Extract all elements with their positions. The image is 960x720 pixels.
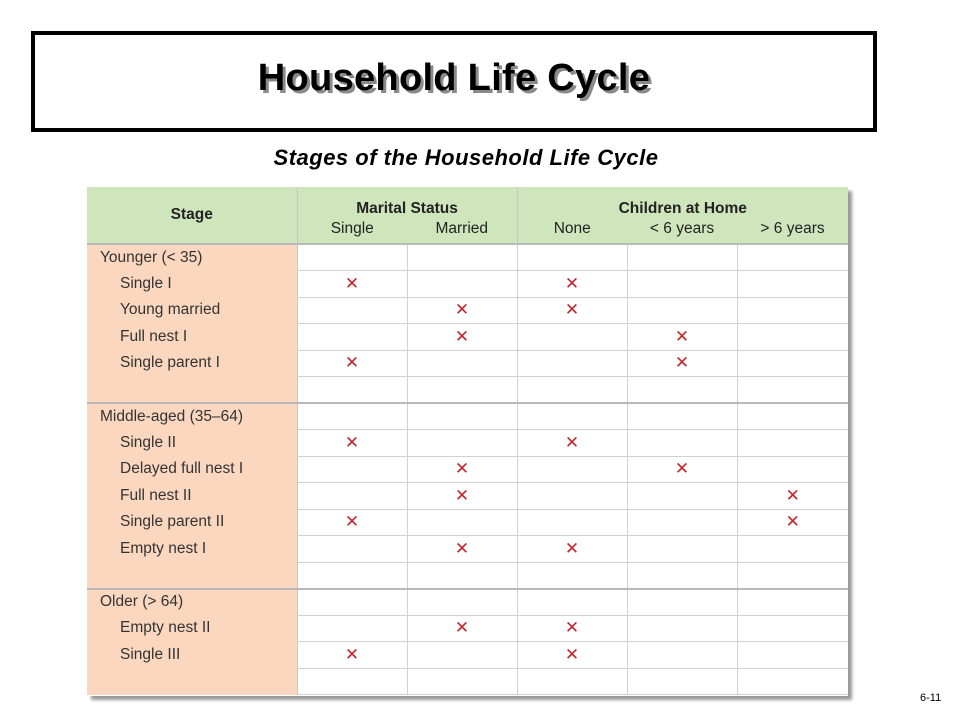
group-row-younger-35 xyxy=(87,244,848,271)
stage-label: Empty nest II xyxy=(87,615,297,642)
table-cell xyxy=(517,403,627,430)
table-cell xyxy=(407,589,517,616)
stage-spacer xyxy=(87,377,297,404)
spacer-row xyxy=(87,562,848,589)
table-cell xyxy=(517,509,627,536)
table-row xyxy=(87,350,848,377)
check-mark-icon: ✕ xyxy=(517,271,627,298)
table-cell xyxy=(407,271,517,298)
check-mark-icon: ✕ xyxy=(297,271,407,298)
group-label: Middle-aged (35–64) xyxy=(87,403,297,430)
table-cell xyxy=(297,589,407,616)
table-cell xyxy=(407,668,517,695)
table-cell xyxy=(407,509,517,536)
table-cell xyxy=(517,668,627,695)
column-header-over-6: > 6 years xyxy=(737,220,848,244)
table-cell xyxy=(517,456,627,483)
table-cell xyxy=(297,615,407,642)
spacer-row xyxy=(87,668,848,695)
check-mark-icon: ✕ xyxy=(517,615,627,642)
table-row xyxy=(87,297,848,324)
table-cell xyxy=(627,589,737,616)
table-body xyxy=(87,244,848,695)
column-header-married: Married xyxy=(407,220,517,244)
table-cell xyxy=(627,562,737,589)
table-cell xyxy=(627,271,737,298)
check-mark-icon: ✕ xyxy=(517,642,627,669)
table-row xyxy=(87,271,848,298)
table-cell xyxy=(737,324,848,351)
table-cell xyxy=(517,562,627,589)
table-cell xyxy=(737,536,848,563)
check-mark-icon: ✕ xyxy=(517,297,627,324)
table-cell xyxy=(297,456,407,483)
table-cell xyxy=(517,350,627,377)
table-cell xyxy=(737,377,848,404)
table-cell xyxy=(737,350,848,377)
table-cell xyxy=(627,377,737,404)
table-cell xyxy=(407,350,517,377)
group-row-older-64 xyxy=(87,589,848,616)
table-cell xyxy=(407,244,517,271)
table-cell xyxy=(517,324,627,351)
title-box xyxy=(31,31,877,132)
table-cell xyxy=(407,642,517,669)
table-cell xyxy=(737,589,848,616)
column-header-under-6: < 6 years xyxy=(627,220,737,244)
stage-label: Empty nest I xyxy=(87,536,297,563)
check-mark-icon: ✕ xyxy=(737,509,848,536)
table-cell xyxy=(517,589,627,616)
check-mark-icon: ✕ xyxy=(407,536,517,563)
table-cell xyxy=(297,324,407,351)
table-cell xyxy=(627,642,737,669)
table-cell xyxy=(297,668,407,695)
table-cell xyxy=(627,483,737,510)
table-cell xyxy=(297,377,407,404)
life-cycle-table xyxy=(87,187,848,695)
check-mark-icon: ✕ xyxy=(517,430,627,457)
column-header-single: Single xyxy=(297,220,407,244)
column-header-none: None xyxy=(517,220,627,244)
check-mark-icon: ✕ xyxy=(407,297,517,324)
table-row xyxy=(87,456,848,483)
table-cell xyxy=(737,297,848,324)
spacer-row xyxy=(87,377,848,404)
check-mark-icon: ✕ xyxy=(407,483,517,510)
table-cell xyxy=(297,536,407,563)
table-cell xyxy=(627,430,737,457)
table-cell xyxy=(737,403,848,430)
stage-spacer xyxy=(87,668,297,695)
table-cell xyxy=(737,562,848,589)
check-mark-icon: ✕ xyxy=(737,483,848,510)
table-cell xyxy=(517,483,627,510)
table-row xyxy=(87,430,848,457)
table-cell xyxy=(627,536,737,563)
stage-label: Full nest II xyxy=(87,483,297,510)
table-cell xyxy=(297,483,407,510)
check-mark-icon: ✕ xyxy=(627,324,737,351)
table-cell xyxy=(297,562,407,589)
life-cycle-table-container xyxy=(87,187,848,696)
stage-spacer xyxy=(87,562,297,589)
table-cell xyxy=(737,615,848,642)
table-cell xyxy=(737,668,848,695)
table-caption: Stages of the Household Life Cycle xyxy=(273,145,659,170)
table-cell xyxy=(407,562,517,589)
table-row xyxy=(87,615,848,642)
table-cell xyxy=(627,509,737,536)
check-mark-icon: ✕ xyxy=(297,350,407,377)
stage-label: Single parent II xyxy=(87,509,297,536)
table-cell xyxy=(737,430,848,457)
table-cell xyxy=(627,244,737,271)
table-cell xyxy=(407,377,517,404)
stage-header: Stage xyxy=(87,187,297,244)
table-cell xyxy=(627,297,737,324)
check-mark-icon: ✕ xyxy=(407,615,517,642)
table-row xyxy=(87,324,848,351)
check-mark-icon: ✕ xyxy=(407,456,517,483)
check-mark-icon: ✕ xyxy=(517,536,627,563)
page-number: 6-11 xyxy=(920,692,942,704)
table-row xyxy=(87,509,848,536)
table-cell xyxy=(737,271,848,298)
check-mark-icon: ✕ xyxy=(297,430,407,457)
group-label: Older (> 64) xyxy=(87,589,297,616)
table-cell xyxy=(297,244,407,271)
stage-label: Single II xyxy=(87,430,297,457)
table-cell xyxy=(737,456,848,483)
check-mark-icon: ✕ xyxy=(297,642,407,669)
check-mark-icon: ✕ xyxy=(627,350,737,377)
children-at-home-header: Children at Home xyxy=(517,187,848,220)
stage-label: Delayed full nest I xyxy=(87,456,297,483)
marital-status-header: Marital Status xyxy=(297,187,517,220)
table-cell xyxy=(407,403,517,430)
table-cell xyxy=(627,403,737,430)
table-cell xyxy=(517,244,627,271)
table-cell xyxy=(297,403,407,430)
page-title: Household Life Cycle xyxy=(257,57,651,99)
table-cell xyxy=(517,377,627,404)
stage-label: Single parent I xyxy=(87,350,297,377)
stage-label: Young married xyxy=(87,297,297,324)
check-mark-icon: ✕ xyxy=(627,456,737,483)
check-mark-icon: ✕ xyxy=(407,324,517,351)
table-cell xyxy=(737,244,848,271)
table-cell xyxy=(627,615,737,642)
table-row xyxy=(87,642,848,669)
table-row xyxy=(87,483,848,510)
table-cell xyxy=(297,297,407,324)
check-mark-icon: ✕ xyxy=(297,509,407,536)
stage-label: Single III xyxy=(87,642,297,669)
group-label: Younger (< 35) xyxy=(87,244,297,271)
table-cell xyxy=(737,642,848,669)
stage-label: Full nest I xyxy=(87,324,297,351)
group-row-middle-aged-35-64 xyxy=(87,403,848,430)
table-row xyxy=(87,536,848,563)
table-cell xyxy=(407,430,517,457)
table-cell xyxy=(627,668,737,695)
stage-label: Single I xyxy=(87,271,297,298)
